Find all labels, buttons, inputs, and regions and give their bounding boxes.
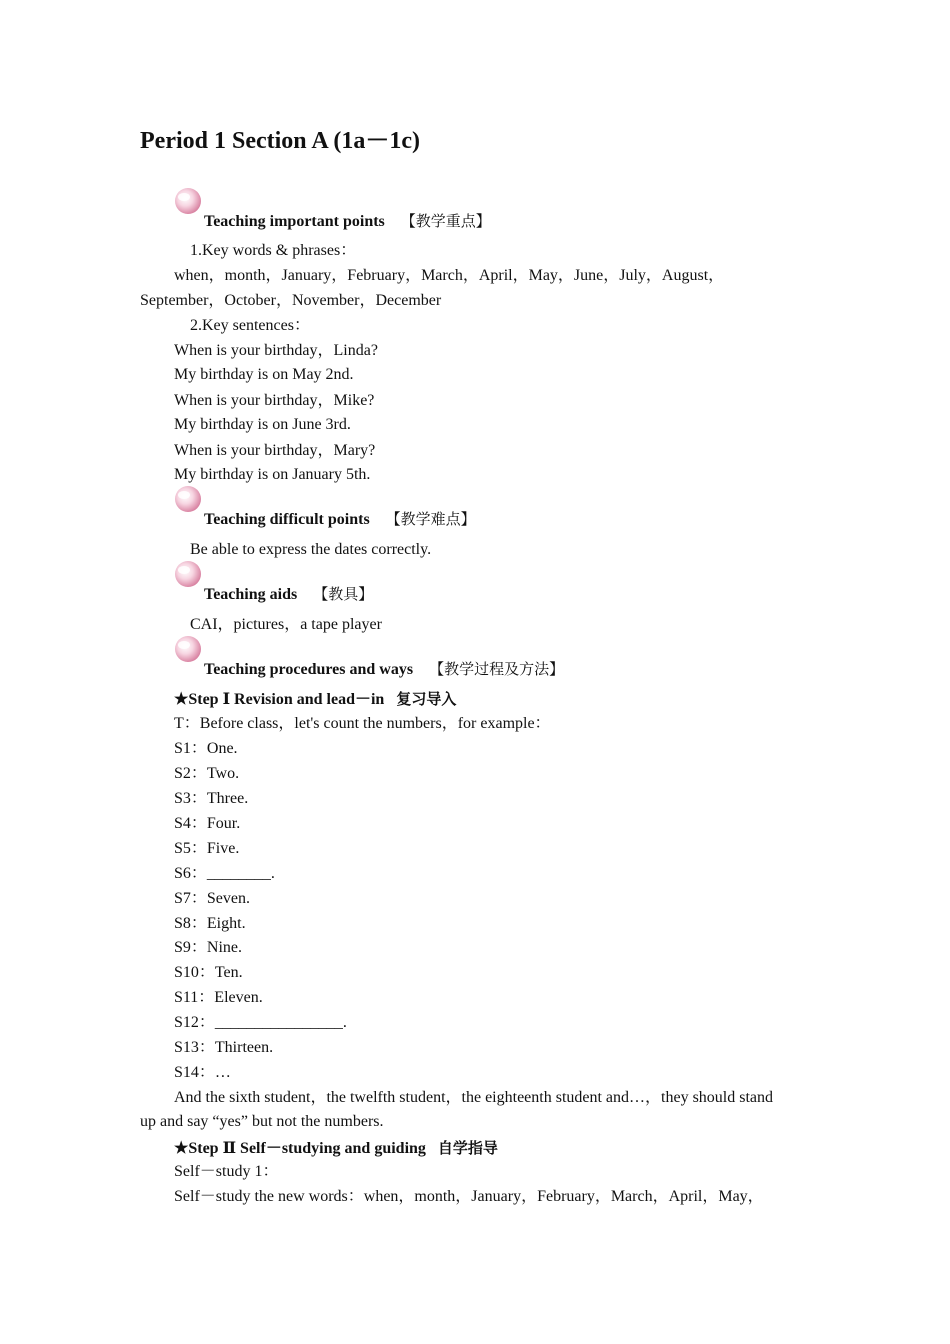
step-heading: ★Step Ⅱ Self－studying and guiding 自学指导 bbox=[174, 1139, 498, 1157]
sentence-line: When is your birthday，Mary? bbox=[174, 442, 376, 459]
student-line: S1：One. bbox=[174, 740, 238, 757]
key-words-line: when，month，January，February，March，April，May，June，July，August， bbox=[174, 267, 725, 284]
pink-bullet-icon bbox=[173, 484, 205, 516]
section-heading-important: Teaching important points 【教学重点】 bbox=[204, 212, 491, 230]
student-line: S10：Ten. bbox=[174, 964, 243, 981]
difficult-text: Be able to express the dates correctly. bbox=[190, 541, 432, 558]
student-line: S4：Four. bbox=[174, 815, 241, 832]
section-heading-procedures: Teaching procedures and ways 【教学过程及方法】 bbox=[204, 660, 565, 678]
student-line: S6：________. bbox=[174, 865, 275, 882]
paragraph-line: And the sixth student，the twelfth student，the eighteenth student and…，they should stand bbox=[174, 1089, 774, 1106]
student-line: S8：Eight. bbox=[174, 915, 246, 932]
sentence-line: My birthday is on May 2nd. bbox=[174, 366, 354, 383]
section-heading-aids: Teaching aids 【教具】 bbox=[204, 585, 374, 603]
step-heading: ★Step Ⅰ Revision and lead－in 复习导入 bbox=[174, 690, 457, 708]
aids-text: CAI，pictures，a tape player bbox=[190, 616, 382, 633]
student-line: S3：Three. bbox=[174, 790, 249, 807]
student-line: S11：Eleven. bbox=[174, 989, 263, 1006]
self-study-text: Self－study the new words：when，month，January，February，March，April，May， bbox=[174, 1188, 764, 1205]
key-words-label: 1.Key words & phrases： bbox=[190, 242, 357, 259]
sentence-line: My birthday is on January 5th. bbox=[174, 466, 371, 483]
key-words-line: September，October，November，December bbox=[140, 292, 442, 309]
sentence-line: When is your birthday，Linda? bbox=[174, 342, 378, 359]
student-line: S7：Seven. bbox=[174, 890, 251, 907]
sentence-line: When is your birthday，Mike? bbox=[174, 392, 375, 409]
paragraph-line: up and say “yes” but not the numbers. bbox=[140, 1113, 384, 1130]
key-sentences-label: 2.Key sentences： bbox=[190, 317, 310, 334]
section-heading-difficult: Teaching difficult points 【教学难点】 bbox=[204, 510, 476, 528]
self-study-label: Self－study 1： bbox=[174, 1163, 279, 1180]
student-line: S5：Five. bbox=[174, 840, 240, 857]
student-line: S2：Two. bbox=[174, 765, 240, 782]
step-intro: T：Before class，let's count the numbers，for example： bbox=[174, 715, 551, 732]
pink-bullet-icon bbox=[173, 634, 205, 666]
page-title: Period 1 Section A (1a－1c) bbox=[140, 128, 420, 154]
student-line: S12：________________. bbox=[174, 1014, 347, 1031]
student-line: S13：Thirteen. bbox=[174, 1039, 274, 1056]
student-line: S9：Nine. bbox=[174, 939, 243, 956]
pink-bullet-icon bbox=[173, 559, 205, 591]
sentence-line: My birthday is on June 3rd. bbox=[174, 416, 351, 433]
student-line: S14：… bbox=[174, 1064, 231, 1081]
pink-bullet-icon bbox=[173, 186, 205, 218]
